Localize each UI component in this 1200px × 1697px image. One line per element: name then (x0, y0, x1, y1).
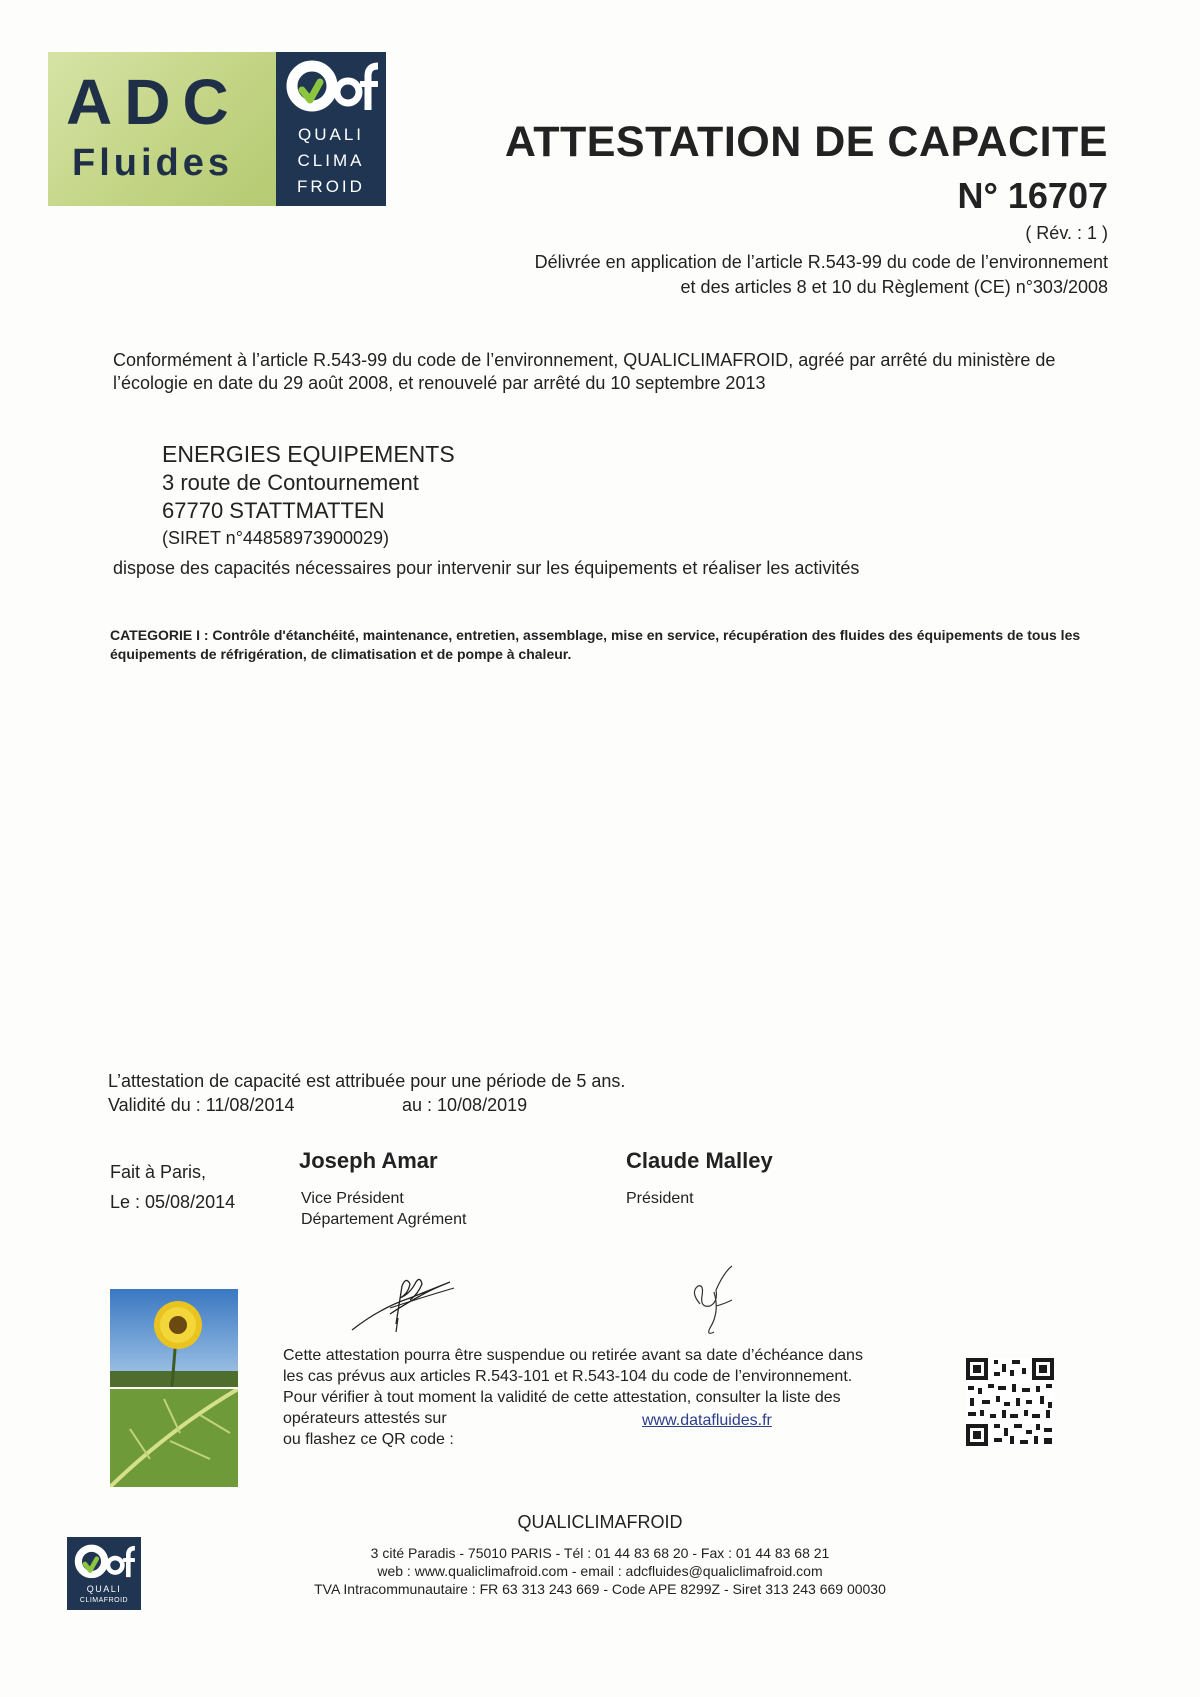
issued-line-1: Délivrée en application de l’article R.543-99 du code de l’environnement (534, 252, 1108, 272)
signing-place: Fait à Paris, (110, 1162, 207, 1182)
logo-adc-text: ADC (66, 66, 241, 138)
footer-logo-climafroid: CLIMAFROID (79, 1597, 129, 1604)
datafluides-link[interactable]: www.datafluides.fr (642, 1412, 772, 1429)
attestation-number: N° 16707 (957, 175, 1108, 216)
validity-from: Validité du : 11/08/2014 (108, 1095, 295, 1115)
adc-fluides-logo (48, 52, 276, 206)
capacities-statement: dispose des capacités nécessaires pour intervenir sur les équipements et réaliser les activités (113, 558, 860, 578)
company-city: 67770 STATTMATTEN (162, 498, 385, 523)
signer-2-role: Président (626, 1190, 694, 1207)
signer-1-role-line-2: Département Agrément (301, 1211, 467, 1228)
company-siret: (SIRET n°44858973900029) (162, 528, 390, 548)
footer-address: 3 cité Paradis - 75010 PARIS - Tél : 01 44 83 68 20 - Fax : 01 44 83 68 21 (370, 1545, 830, 1561)
footer-web: web : www.qualiclimafroid.com - email : adcfluides@qualiclimafroid.com (377, 1563, 823, 1579)
signer-1-name: Joseph Amar (299, 1148, 438, 1173)
signature-1 (350, 1268, 460, 1338)
signing-date: Le : 05/08/2014 (110, 1192, 236, 1212)
notice-text-end: ou flashez ce QR code : (283, 1431, 454, 1448)
issued-line-2: et des articles 8 et 10 du Règlement (CE) n°303/2008 (680, 277, 1108, 297)
company-street: 3 route de Contournement (162, 470, 419, 495)
signer-1-role-line-1: Vice Président (301, 1190, 404, 1207)
leaf-photo (110, 1389, 238, 1487)
company-name: ENERGIES EQUIPEMENTS (162, 441, 455, 467)
signer-2-name: Claude Malley (626, 1148, 773, 1173)
notice-paragraph (283, 1345, 883, 1450)
conformity-paragraph: Conformément à l’article R.543-99 du code de l’environnement, QUALICLIMAFROID, agréé par arrêté du ministère de l’écologie en date du 29 août 2008, et renouvelé par arrêté du 10 septembre 2013 (113, 350, 1056, 393)
document-title: ATTESTATION DE CAPACITE (504, 118, 1108, 166)
qcf-monogram-icon (276, 52, 386, 122)
signature-2 (680, 1262, 760, 1342)
logo-quali-text: QUALI (297, 125, 365, 144)
notice-text: Cette attestation pourra être suspendue ou retirée avant sa date d’échéance dans les cas prévus aux articles R.543-101 et R.543-104 du code de l’environnement. Pour vérifier à tout moment la validité de cette attestation, consulter la liste des opérateurs attestés sur (283, 1347, 863, 1427)
footer-tva: TVA Intracommunautaire : FR 63 313 243 669 - Code APE 8299Z - Siret 313 243 669 00030 (314, 1581, 886, 1597)
qr-code[interactable] (966, 1358, 1054, 1446)
sunflower-photo (110, 1289, 238, 1387)
category-description: CATEGORIE I : Contrôle d'étanchéité, maintenance, entretien, assemblage, mise en service, récupération des fluides des équipements de tous les équipements de réfrigération, de climatisation et de pompe à chaleur. (110, 627, 1081, 662)
validity-to: au : 10/08/2019 (402, 1095, 528, 1115)
footer-logo-quali: QUALI (86, 1584, 122, 1594)
validity-period: L’attestation de capacité est attribuée pour une période de 5 ans. (108, 1071, 626, 1091)
qualiclimafroid-logo (276, 52, 386, 206)
logo-clima-text: CLIMA (297, 151, 365, 170)
revision-label: ( Rév. : 1 ) (1025, 223, 1108, 243)
logo-fluides-text: Fluides (72, 142, 234, 184)
signer-1-role (301, 1188, 466, 1230)
issued-under (535, 250, 1108, 300)
footer-organization: QUALICLIMAFROID (517, 1512, 683, 1532)
logo-froid-text: FROID (297, 177, 365, 196)
